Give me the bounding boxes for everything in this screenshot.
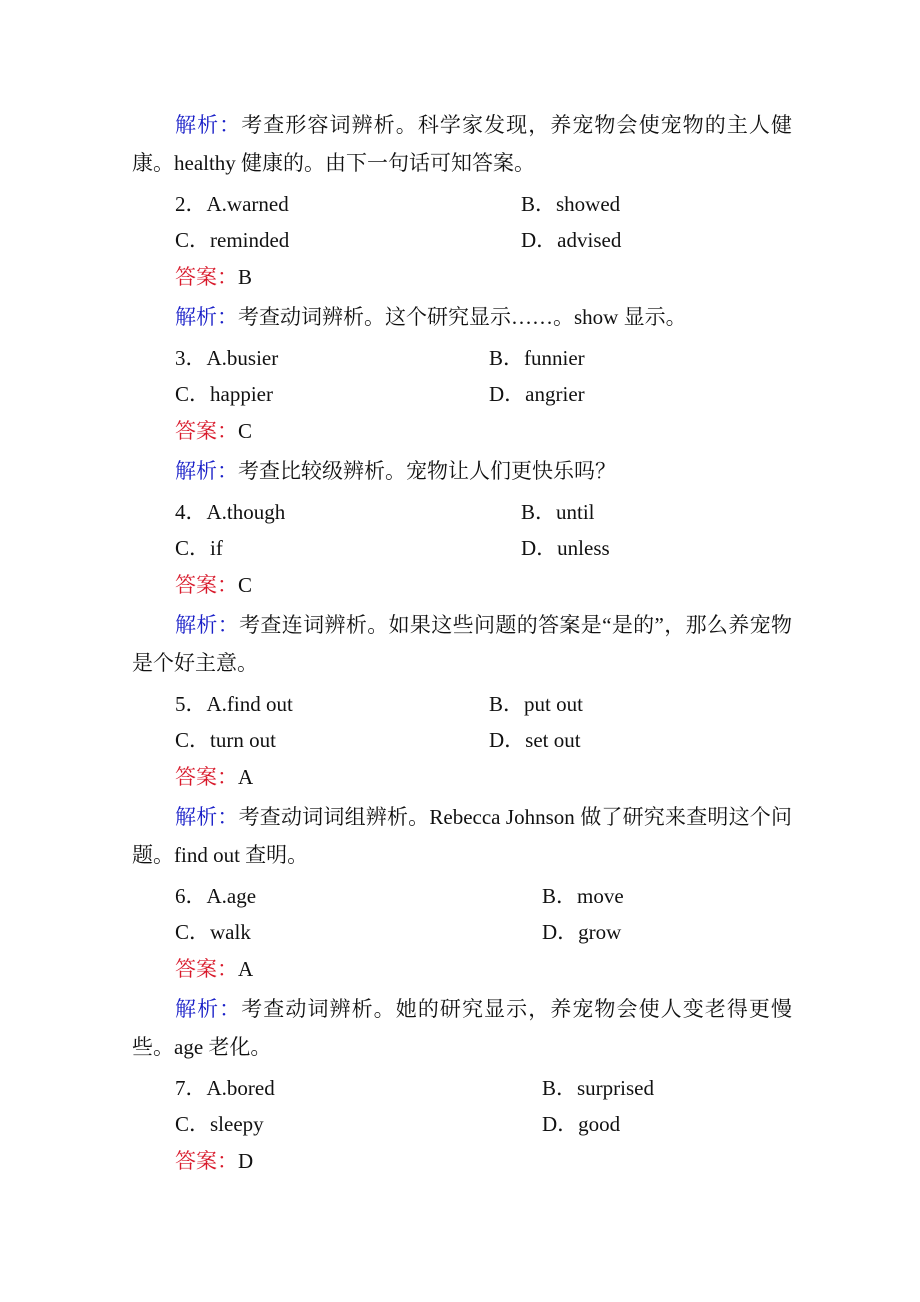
option-c: C．walk xyxy=(175,920,251,944)
answer-label: 答案： xyxy=(175,265,238,289)
answer-q4 xyxy=(132,566,792,604)
explanation-text: 考查动词词组辨析。Rebecca Johnson 做了研究来查明这个问题。find out 查明。 xyxy=(132,805,792,867)
option-d: D．set out xyxy=(489,728,581,752)
option-b: B．put out xyxy=(489,692,583,716)
explanation-q6 xyxy=(132,990,792,1066)
explanation-q1 xyxy=(132,106,792,182)
answer-value: A xyxy=(238,765,254,789)
option-d: D．good xyxy=(542,1112,621,1136)
option-c: C．reminded xyxy=(175,228,290,252)
explanation-label: 解析： xyxy=(175,305,238,329)
options-q4 xyxy=(132,494,792,566)
option-b: B．move xyxy=(542,884,624,908)
explanation-text: 考查比较级辨析。宠物让人们更快乐吗？ xyxy=(238,459,616,483)
explanation-label: 解析： xyxy=(175,997,242,1021)
answer-q6 xyxy=(132,950,792,988)
option-c: C．if xyxy=(175,536,223,560)
explanation-text: 考查动词辨析。她的研究显示，养宠物会使人变老得更慢些。age 老化。 xyxy=(132,997,793,1059)
option-c: C．happier xyxy=(175,382,273,406)
explanation-label: 解析： xyxy=(175,113,242,137)
option-a: 7．A.bored xyxy=(175,1076,275,1100)
document-page xyxy=(132,106,792,1182)
explanation-q3 xyxy=(132,452,792,490)
explanation-q2 xyxy=(132,298,792,336)
option-a: 3．A.busier xyxy=(175,346,279,370)
option-b: B．surprised xyxy=(542,1076,654,1100)
options-q5 xyxy=(132,686,792,758)
answer-value: C xyxy=(238,573,253,597)
answer-q7 xyxy=(132,1142,792,1180)
option-a: 4．A.though xyxy=(175,500,286,524)
answer-label: 答案： xyxy=(175,573,238,597)
option-d: D．grow xyxy=(542,920,622,944)
options-q2 xyxy=(132,186,792,258)
answer-q5 xyxy=(132,758,792,796)
explanation-q4 xyxy=(132,606,792,682)
option-b: B．funnier xyxy=(489,346,585,370)
answer-q3 xyxy=(132,412,792,450)
answer-q2 xyxy=(132,258,792,296)
options-q3 xyxy=(132,340,792,412)
option-b: B．until xyxy=(521,500,595,524)
option-a: 2．A.warned xyxy=(175,192,289,216)
option-a: 5．A.find out xyxy=(175,692,293,716)
option-d: D．unless xyxy=(521,536,610,560)
answer-value: A xyxy=(238,957,254,981)
explanation-text: 考查形容词辨析。科学家发现，养宠物会使宠物的主人健康。healthy 健康的。由下一句话可知答案。 xyxy=(132,113,793,175)
answer-value: B xyxy=(238,265,253,289)
explanation-label: 解析： xyxy=(175,805,239,829)
answer-value: C xyxy=(238,419,253,443)
option-a: 6．A.age xyxy=(175,884,257,908)
answer-label: 答案： xyxy=(175,1149,238,1173)
explanation-label: 解析： xyxy=(175,613,240,637)
explanation-q5 xyxy=(132,798,792,874)
answer-label: 答案： xyxy=(175,419,238,443)
answer-label: 答案： xyxy=(175,765,238,789)
option-c: C．turn out xyxy=(175,728,276,752)
option-d: D．angrier xyxy=(489,382,585,406)
option-d: D．advised xyxy=(521,228,622,252)
answer-label: 答案： xyxy=(175,957,238,981)
explanation-text: 考查动词辨析。这个研究显示……。show 显示。 xyxy=(238,305,687,329)
options-q7 xyxy=(132,1070,792,1142)
option-b: B．showed xyxy=(521,192,621,216)
options-q6 xyxy=(132,878,792,950)
explanation-text: 考查连词辨析。如果这些问题的答案是“是的”，那么养宠物是个好主意。 xyxy=(132,613,793,675)
answer-value: D xyxy=(238,1149,254,1173)
option-c: C．sleepy xyxy=(175,1112,264,1136)
explanation-label: 解析： xyxy=(175,459,238,483)
